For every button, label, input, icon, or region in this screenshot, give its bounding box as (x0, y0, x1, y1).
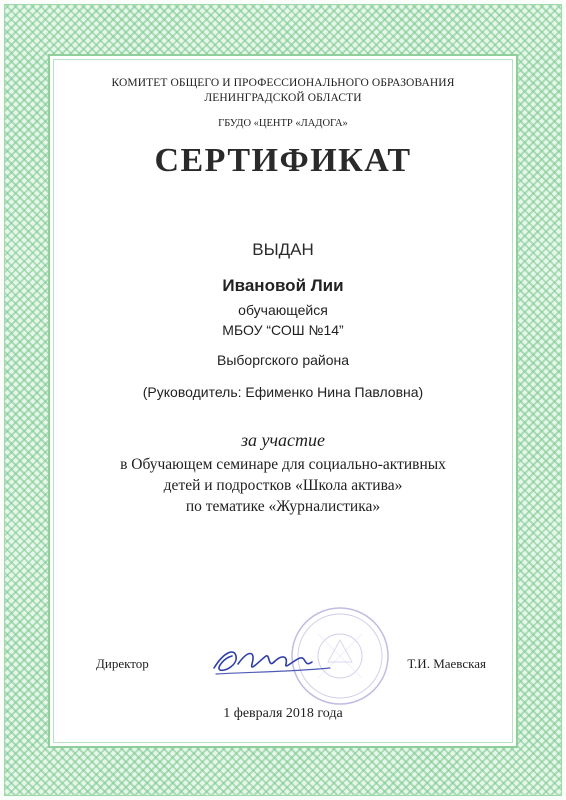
school-name: МБОУ “СОШ №14” (222, 322, 344, 338)
director-signature-icon (208, 638, 338, 682)
recipient-role: обучающейся (238, 302, 328, 318)
director-label: Директор (96, 656, 149, 671)
director-name: Т.И. Маевская (407, 656, 486, 671)
recipient-name: Ивановой Лии (222, 276, 344, 295)
certificate-title: СЕРТИФИКАТ (154, 142, 412, 179)
certificate-content (60, 66, 506, 736)
participation-label: за участие (240, 430, 326, 450)
issued-label: ВЫДАН (252, 240, 314, 259)
supervisor-line: (Руководитель: Ефименко Нина Павловна) (142, 384, 424, 400)
district-name: Выборгского района (216, 352, 350, 368)
description-line-1: в Обучающем семинаре для социально-активных (120, 456, 446, 473)
description-line-2: детей и подростков «Школа актива» (163, 477, 403, 494)
committee-header (60, 76, 506, 106)
issue-date: 1 февраля 2018 года (223, 706, 343, 721)
committee-line-1: КОМИТЕТ ОБЩЕГО И ПРОФЕССИОНАЛЬНОГО ОБРАЗОВАНИЯ (111, 77, 455, 89)
event-description (60, 454, 506, 517)
center-name: ГБУДО «ЦЕНТР «ЛАДОГА» (218, 118, 348, 129)
description-line-3: по тематике «Журналистика» (185, 498, 381, 515)
committee-line-2: ЛЕНИНГРАДСКОЙ ОБЛАСТИ (204, 92, 362, 104)
